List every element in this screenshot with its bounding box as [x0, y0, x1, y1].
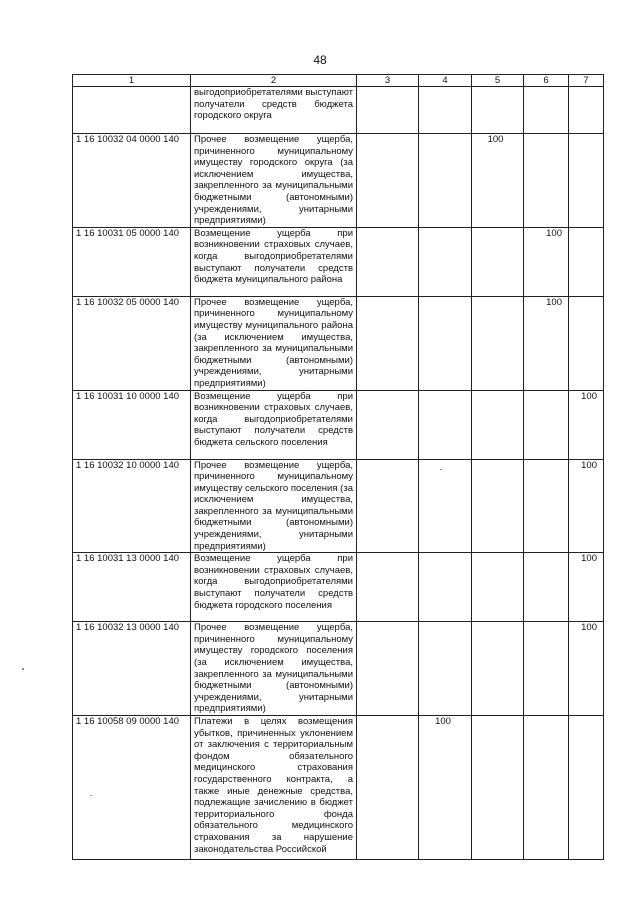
description-cell: Прочее возмещение ущерба, причиненного муниципальному имуществу муниципального района (за исключением имущества, закрепленного за муниципальными бюджетными (автономными) учреждениями, унитарными предприятиями) [191, 296, 357, 390]
column-number-row [73, 75, 604, 87]
value-cell-4 [419, 134, 472, 228]
revenue-code-cell [73, 87, 191, 134]
value-cell-5 [472, 553, 524, 622]
value-cell-6 [524, 134, 569, 228]
value-cell-6: 100 [524, 296, 569, 390]
scan-speck [90, 795, 92, 796]
value-cell-7: 100 [569, 390, 604, 459]
scan-speck [440, 469, 442, 470]
value-cell-6 [524, 390, 569, 459]
column-header: 4 [419, 75, 472, 87]
revenue-code-cell: 1 16 10031 13 0000 140 [73, 553, 191, 622]
value-cell-7 [569, 716, 604, 860]
value-cell-6: 100 [524, 227, 569, 296]
value-cell-7: 100 [569, 459, 604, 553]
value-cell-4 [419, 622, 472, 716]
revenue-code-cell: 1 16 10058 09 0000 140 [73, 716, 191, 860]
table-row [73, 296, 604, 390]
value-cell-3 [357, 553, 419, 622]
value-cell-7 [569, 134, 604, 228]
value-cell-3 [357, 622, 419, 716]
description-cell: Возмещение ущерба при возникновении страховых случаев, когда выгодоприобретателями выступают получатели средств бюджета муниципального района [191, 227, 357, 296]
value-cell-3 [357, 87, 419, 134]
column-header: 7 [569, 75, 604, 87]
value-cell-7: 100 [569, 553, 604, 622]
value-cell-3 [357, 227, 419, 296]
value-cell-5 [472, 296, 524, 390]
revenue-code-cell: 1 16 10032 04 0000 140 [73, 134, 191, 228]
column-header: 6 [524, 75, 569, 87]
value-cell-3 [357, 716, 419, 860]
value-cell-5: 100 [472, 134, 524, 228]
table-row [73, 716, 604, 860]
description-cell: Возмещение ущерба при возникновении страховых случаев, когда выгодоприобретателями выступают получатели средств бюджета сельского поселения [191, 390, 357, 459]
value-cell-4 [419, 227, 472, 296]
revenue-code-cell: 1 16 10032 05 0000 140 [73, 296, 191, 390]
value-cell-4 [419, 390, 472, 459]
value-cell-5 [472, 227, 524, 296]
column-header: 2 [191, 75, 357, 87]
value-cell-4 [419, 459, 472, 553]
table-row [73, 390, 604, 459]
value-cell-6 [524, 87, 569, 134]
table-row [73, 87, 604, 134]
table-row [73, 227, 604, 296]
value-cell-5 [472, 459, 524, 553]
revenue-code-cell: 1 16 10031 10 0000 140 [73, 390, 191, 459]
value-cell-7 [569, 227, 604, 296]
value-cell-7: 100 [569, 622, 604, 716]
page-number: 48 [313, 53, 327, 67]
value-cell-3 [357, 296, 419, 390]
description-cell: Платежи в целях возмещения убытков, причиненных уклонением от заключения с территориальным фондом обязательного медицинского страхования государственного контракта, а также иные денежные средства, подлежащие зачислению в бюджет территориального фонда обязательного медицинского страхования за нарушение законодательства Российской [191, 716, 357, 860]
value-cell-7 [569, 87, 604, 134]
value-cell-6 [524, 553, 569, 622]
description-cell: Прочее возмещение ущерба, причиненного муниципальному имуществу городского поселения (за исключением имущества, закрепленного за муниципальными бюджетными (автономными) учреждениями, унитарными предприятиями) [191, 622, 357, 716]
description-cell: выгодоприобретателями выступают получатели средств бюджета городского округа [191, 87, 357, 134]
value-cell-3 [357, 459, 419, 553]
table-row [73, 134, 604, 228]
value-cell-3 [357, 134, 419, 228]
value-cell-4 [419, 553, 472, 622]
value-cell-5 [472, 622, 524, 716]
column-header: 1 [73, 75, 191, 87]
column-header: 3 [357, 75, 419, 87]
description-cell: Возмещение ущерба при возникновении страховых случаев, когда выгодоприобретателями выступают получатели средств бюджета городского поселения [191, 553, 357, 622]
value-cell-7 [569, 296, 604, 390]
description-cell: Прочее возмещение ущерба, причиненного муниципальному имуществу городского округа (за исключением имущества, закрепленного за муниципальными бюджетными (автономными) учреждениями, унитарными предприятиями) [191, 134, 357, 228]
revenue-code-cell: 1 16 10032 10 0000 140 [73, 459, 191, 553]
value-cell-3 [357, 390, 419, 459]
value-cell-5 [472, 716, 524, 860]
column-header: 5 [472, 75, 524, 87]
description-cell: Прочее возмещение ущерба, причиненного муниципальному имуществу сельского поселения (за исключением имущества, закрепленного за муниципальными бюджетными (автономными) учреждениями, унитарными предприятиями) [191, 459, 357, 553]
table-row [73, 459, 604, 553]
table-row [73, 553, 604, 622]
value-cell-6 [524, 716, 569, 860]
value-cell-4: 100 [419, 716, 472, 860]
revenue-code-cell: 1 16 10032 13 0000 140 [73, 622, 191, 716]
revenue-codes-table [72, 74, 604, 860]
value-cell-6 [524, 459, 569, 553]
value-cell-5 [472, 390, 524, 459]
scan-speck [22, 668, 24, 670]
value-cell-4 [419, 296, 472, 390]
value-cell-6 [524, 622, 569, 716]
revenue-code-cell: 1 16 10031 05 0000 140 [73, 227, 191, 296]
value-cell-4 [419, 87, 472, 134]
value-cell-5 [472, 87, 524, 134]
table-row [73, 622, 604, 716]
